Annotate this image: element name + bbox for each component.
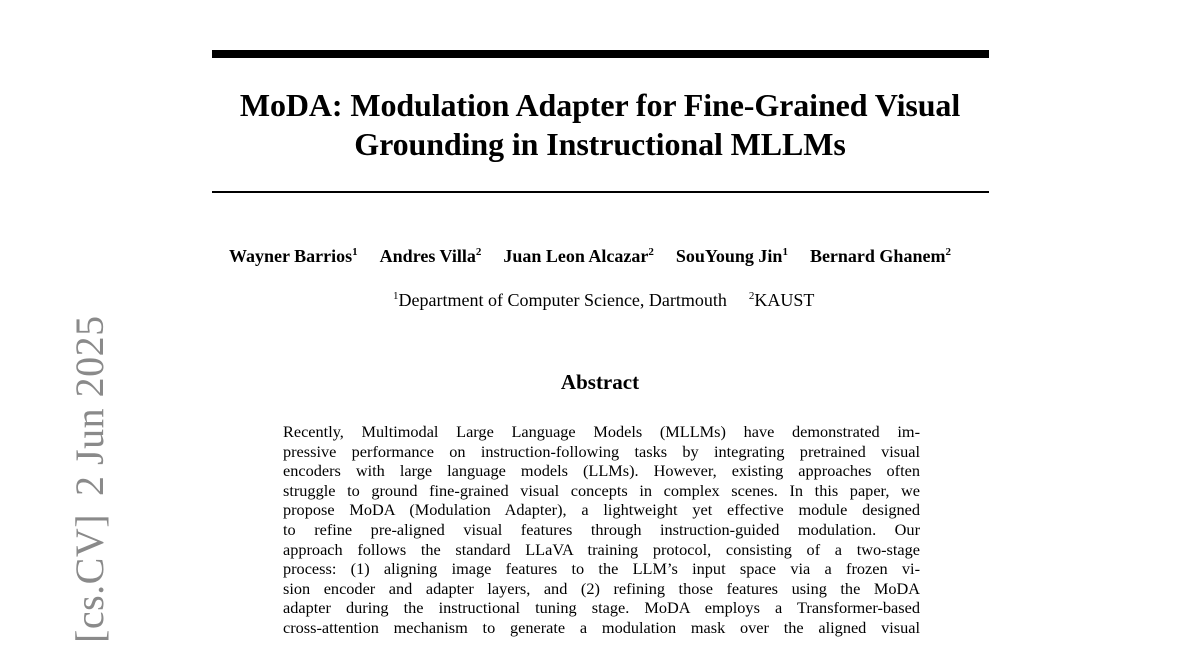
abstract-line: Recently, Multimodal Large Language Models (MLLMs) have demonstrated im-: [283, 422, 920, 441]
abstract-line: pressive performance on instruction-following tasks by integrating pretrained visual: [283, 441, 920, 461]
abstract-line: cross-attention mechanism to generate a modulation mask over the aligned visual: [283, 617, 920, 637]
arxiv-date: 2 Jun 2025: [67, 315, 112, 496]
affiliation: $^1$Department of Computer Science, Dartmouth: [393, 290, 727, 310]
abstract-line: sion encoder and adapter layers, and (2) refining those features using the MoDA: [283, 578, 920, 598]
title-line-1: MoDA: Modulation Adapter for Fine-Grained Visual: [239, 87, 961, 123]
abstract-line: process: (1) aligning image features to the LLM’s input space via a frozen vi-: [283, 559, 920, 579]
abstract-line: propose MoDA (Modulation Adapter), a lightweight yet effective module designed: [283, 500, 920, 520]
arxiv-category: [cs.CV]: [67, 513, 112, 643]
paper-title: [200, 86, 1000, 164]
affiliation-list: [393, 290, 814, 311]
abstract-line: adapter during the instructional tuning stage. MoDA employs a Transformer-based: [283, 598, 920, 618]
arxiv-side-stamp: [67, 297, 112, 643]
abstract-line: struggle to ground fine-grained visual concepts in complex scenes. In this paper, we: [283, 480, 920, 500]
abstract-line: to refine pre-aligned visual features through instruction-guided modulation. Our: [283, 519, 920, 539]
title-line-2: Grounding in Instructional MLLMs: [354, 126, 846, 162]
author: Andres Villa$^2$: [379, 246, 482, 266]
abstract-body: [283, 422, 920, 638]
affiliation: $^2$KAUST: [748, 290, 815, 310]
abstract-heading: Abstract: [560, 370, 640, 394]
title-top-rule: [212, 50, 989, 58]
author: Juan Leon Alcazar$^2$: [503, 246, 654, 266]
title-bottom-rule: [212, 191, 989, 193]
author: SouYoung Jin$^1$: [675, 246, 788, 266]
abstract-line: encoders with large language models (LLMs). However, existing approaches often: [283, 461, 920, 481]
author: Wayner Barrios$^1$: [229, 246, 358, 266]
author: Bernard Ghanem$^2$: [809, 246, 951, 266]
author-list: [229, 246, 1049, 267]
abstract-line: approach follows the standard LLaVA training protocol, consisting of a two-stage: [283, 539, 920, 559]
